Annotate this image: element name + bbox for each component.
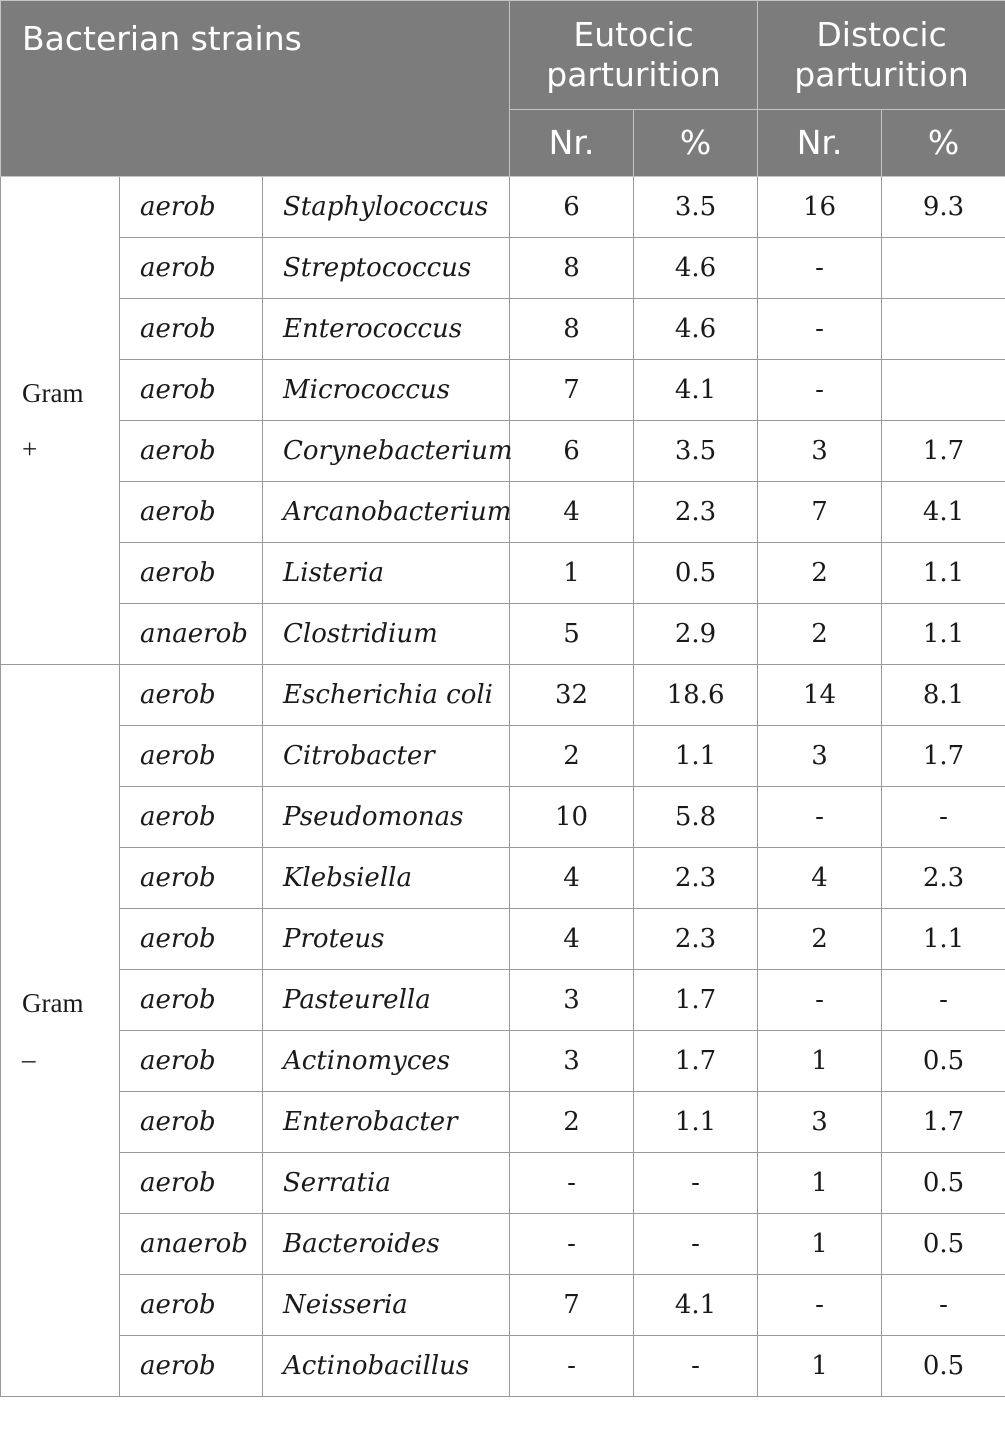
respiration-type-cell: aerob bbox=[120, 1336, 263, 1397]
bacteria-name-cell: Actinomyces bbox=[263, 1031, 510, 1092]
bacteria-name-cell: Bacteroides bbox=[263, 1214, 510, 1275]
respiration-type-cell: aerob bbox=[120, 726, 263, 787]
distocic-nr-cell: - bbox=[758, 238, 882, 299]
eutocic-nr-cell: - bbox=[510, 1153, 634, 1214]
bacteria-name-cell: Staphylococcus bbox=[263, 177, 510, 238]
eutocic-nr-cell: 1 bbox=[510, 543, 634, 604]
table-row bbox=[1, 665, 1005, 726]
table-row bbox=[1, 604, 1005, 665]
distocic-pct-cell bbox=[882, 360, 1005, 421]
bacteria-name-cell: Listeria bbox=[263, 543, 510, 604]
eutocic-nr-cell: 6 bbox=[510, 421, 634, 482]
respiration-type-cell: anaerob bbox=[120, 604, 263, 665]
eutocic-nr-cell: 6 bbox=[510, 177, 634, 238]
table-row bbox=[1, 909, 1005, 970]
table-row bbox=[1, 1031, 1005, 1092]
eutocic-pct-cell: 1.7 bbox=[634, 1031, 758, 1092]
table-header bbox=[1, 1, 1005, 177]
eutocic-pct-cell: 2.3 bbox=[634, 909, 758, 970]
distocic-nr-cell: 1 bbox=[758, 1153, 882, 1214]
bacteria-name-cell: Serratia bbox=[263, 1153, 510, 1214]
eutocic-pct-cell: - bbox=[634, 1153, 758, 1214]
header-eutocic-nr: Nr. bbox=[510, 110, 634, 177]
eutocic-nr-cell: 2 bbox=[510, 1092, 634, 1153]
table-row bbox=[1, 1092, 1005, 1153]
table-row bbox=[1, 970, 1005, 1031]
eutocic-pct-cell: 2.3 bbox=[634, 482, 758, 543]
eutocic-nr-cell: 8 bbox=[510, 238, 634, 299]
eutocic-pct-cell: 18.6 bbox=[634, 665, 758, 726]
distocic-nr-cell: 3 bbox=[758, 421, 882, 482]
table-row bbox=[1, 299, 1005, 360]
table-row bbox=[1, 238, 1005, 299]
bacteria-name-cell: Clostridium bbox=[263, 604, 510, 665]
eutocic-pct-cell: 0.5 bbox=[634, 543, 758, 604]
bacteria-name-cell: Citrobacter bbox=[263, 726, 510, 787]
eutocic-nr-cell: - bbox=[510, 1214, 634, 1275]
distocic-pct-cell bbox=[882, 299, 1005, 360]
distocic-pct-cell: 0.5 bbox=[882, 1214, 1005, 1275]
distocic-pct-cell bbox=[882, 238, 1005, 299]
bacteria-name-cell: Actinobacillus bbox=[263, 1336, 510, 1397]
distocic-nr-cell: 2 bbox=[758, 543, 882, 604]
gram-group-label bbox=[1, 177, 120, 665]
table-row bbox=[1, 1336, 1005, 1397]
eutocic-nr-cell: - bbox=[510, 1336, 634, 1397]
distocic-nr-cell: - bbox=[758, 299, 882, 360]
eutocic-nr-cell: 4 bbox=[510, 848, 634, 909]
distocic-nr-cell: 2 bbox=[758, 604, 882, 665]
distocic-nr-cell: - bbox=[758, 360, 882, 421]
distocic-nr-cell: 4 bbox=[758, 848, 882, 909]
eutocic-nr-cell: 4 bbox=[510, 909, 634, 970]
distocic-pct-cell: 1.1 bbox=[882, 604, 1005, 665]
header-distocic: Distocic parturition bbox=[758, 1, 1005, 110]
eutocic-pct-cell: 1.1 bbox=[634, 1092, 758, 1153]
eutocic-pct-cell: 3.5 bbox=[634, 421, 758, 482]
bacteria-name-cell: Streptococcus bbox=[263, 238, 510, 299]
table-row bbox=[1, 421, 1005, 482]
eutocic-nr-cell: 10 bbox=[510, 787, 634, 848]
respiration-type-cell: aerob bbox=[120, 543, 263, 604]
table-row bbox=[1, 1214, 1005, 1275]
bacteria-name-cell: Pasteurella bbox=[263, 970, 510, 1031]
bacteria-name-cell: Corynebacterium bbox=[263, 421, 510, 482]
gram-label-sign: – bbox=[22, 1043, 36, 1074]
eutocic-nr-cell: 3 bbox=[510, 1031, 634, 1092]
respiration-type-cell: aerob bbox=[120, 482, 263, 543]
eutocic-nr-cell: 5 bbox=[510, 604, 634, 665]
table-row bbox=[1, 1275, 1005, 1336]
eutocic-nr-cell: 2 bbox=[510, 726, 634, 787]
gram-label-text: Gram bbox=[22, 987, 84, 1018]
table-row bbox=[1, 1153, 1005, 1214]
table-row bbox=[1, 482, 1005, 543]
table-row bbox=[1, 360, 1005, 421]
distocic-pct-cell: 0.5 bbox=[882, 1336, 1005, 1397]
distocic-nr-cell: - bbox=[758, 787, 882, 848]
respiration-type-cell: aerob bbox=[120, 665, 263, 726]
eutocic-pct-cell: 4.1 bbox=[634, 360, 758, 421]
distocic-pct-cell: 1.7 bbox=[882, 1092, 1005, 1153]
eutocic-nr-cell: 7 bbox=[510, 360, 634, 421]
distocic-pct-cell: 2.3 bbox=[882, 848, 1005, 909]
eutocic-pct-cell: 2.9 bbox=[634, 604, 758, 665]
distocic-nr-cell: 3 bbox=[758, 1092, 882, 1153]
table-body bbox=[1, 177, 1005, 1397]
respiration-type-cell: anaerob bbox=[120, 1214, 263, 1275]
distocic-nr-cell: 3 bbox=[758, 726, 882, 787]
bacteria-name-cell: Escherichia coli bbox=[263, 665, 510, 726]
bacteria-name-cell: Pseudomonas bbox=[263, 787, 510, 848]
distocic-pct-cell: 8.1 bbox=[882, 665, 1005, 726]
eutocic-nr-cell: 7 bbox=[510, 1275, 634, 1336]
respiration-type-cell: aerob bbox=[120, 1275, 263, 1336]
respiration-type-cell: aerob bbox=[120, 360, 263, 421]
distocic-nr-cell: 1 bbox=[758, 1336, 882, 1397]
eutocic-pct-cell: - bbox=[634, 1214, 758, 1275]
eutocic-nr-cell: 8 bbox=[510, 299, 634, 360]
bacteria-name-cell: Proteus bbox=[263, 909, 510, 970]
bacteria-name-cell: Klebsiella bbox=[263, 848, 510, 909]
distocic-pct-cell: 9.3 bbox=[882, 177, 1005, 238]
distocic-nr-cell: 7 bbox=[758, 482, 882, 543]
eutocic-pct-cell: - bbox=[634, 1336, 758, 1397]
table-row bbox=[1, 177, 1005, 238]
gram-group-label bbox=[1, 665, 120, 1397]
eutocic-pct-cell: 1.7 bbox=[634, 970, 758, 1031]
eutocic-pct-cell: 1.1 bbox=[634, 726, 758, 787]
distocic-nr-cell: 1 bbox=[758, 1031, 882, 1092]
table-row bbox=[1, 848, 1005, 909]
distocic-pct-cell: - bbox=[882, 970, 1005, 1031]
eutocic-pct-cell: 5.8 bbox=[634, 787, 758, 848]
respiration-type-cell: aerob bbox=[120, 1153, 263, 1214]
respiration-type-cell: aerob bbox=[120, 1092, 263, 1153]
header-distocic-pct: % bbox=[882, 110, 1005, 177]
distocic-pct-cell: 1.7 bbox=[882, 421, 1005, 482]
gram-label-text: Gram bbox=[22, 377, 84, 408]
distocic-nr-cell: 1 bbox=[758, 1214, 882, 1275]
distocic-pct-cell: 1.7 bbox=[882, 726, 1005, 787]
distocic-pct-cell: - bbox=[882, 787, 1005, 848]
eutocic-nr-cell: 32 bbox=[510, 665, 634, 726]
table-row bbox=[1, 787, 1005, 848]
header-distocic-nr: Nr. bbox=[758, 110, 882, 177]
bacteria-name-cell: Enterobacter bbox=[263, 1092, 510, 1153]
header-bacterian-strains: Bacterian strains bbox=[1, 1, 510, 177]
eutocic-pct-cell: 3.5 bbox=[634, 177, 758, 238]
bacteria-name-cell: Enterococcus bbox=[263, 299, 510, 360]
eutocic-pct-cell: 4.1 bbox=[634, 1275, 758, 1336]
eutocic-pct-cell: 4.6 bbox=[634, 299, 758, 360]
gram-label-sign: + bbox=[22, 433, 38, 464]
bacteria-name-cell: Arcanobacterium bbox=[263, 482, 510, 543]
respiration-type-cell: aerob bbox=[120, 421, 263, 482]
respiration-type-cell: aerob bbox=[120, 909, 263, 970]
respiration-type-cell: aerob bbox=[120, 177, 263, 238]
eutocic-nr-cell: 3 bbox=[510, 970, 634, 1031]
distocic-pct-cell: 4.1 bbox=[882, 482, 1005, 543]
respiration-type-cell: aerob bbox=[120, 787, 263, 848]
header-eutocic: Eutocic parturition bbox=[510, 1, 758, 110]
bacteria-name-cell: Neisseria bbox=[263, 1275, 510, 1336]
respiration-type-cell: aerob bbox=[120, 848, 263, 909]
distocic-pct-cell: 0.5 bbox=[882, 1153, 1005, 1214]
table-row bbox=[1, 726, 1005, 787]
distocic-pct-cell: 0.5 bbox=[882, 1031, 1005, 1092]
distocic-nr-cell: - bbox=[758, 1275, 882, 1336]
bacteria-name-cell: Micrococcus bbox=[263, 360, 510, 421]
distocic-pct-cell: - bbox=[882, 1275, 1005, 1336]
distocic-pct-cell: 1.1 bbox=[882, 909, 1005, 970]
respiration-type-cell: aerob bbox=[120, 970, 263, 1031]
distocic-nr-cell: - bbox=[758, 970, 882, 1031]
respiration-type-cell: aerob bbox=[120, 238, 263, 299]
table-row bbox=[1, 543, 1005, 604]
eutocic-nr-cell: 4 bbox=[510, 482, 634, 543]
header-eutocic-pct: % bbox=[634, 110, 758, 177]
distocic-pct-cell: 1.1 bbox=[882, 543, 1005, 604]
eutocic-pct-cell: 2.3 bbox=[634, 848, 758, 909]
distocic-nr-cell: 2 bbox=[758, 909, 882, 970]
eutocic-pct-cell: 4.6 bbox=[634, 238, 758, 299]
respiration-type-cell: aerob bbox=[120, 1031, 263, 1092]
respiration-type-cell: aerob bbox=[120, 299, 263, 360]
distocic-nr-cell: 14 bbox=[758, 665, 882, 726]
distocic-nr-cell: 16 bbox=[758, 177, 882, 238]
